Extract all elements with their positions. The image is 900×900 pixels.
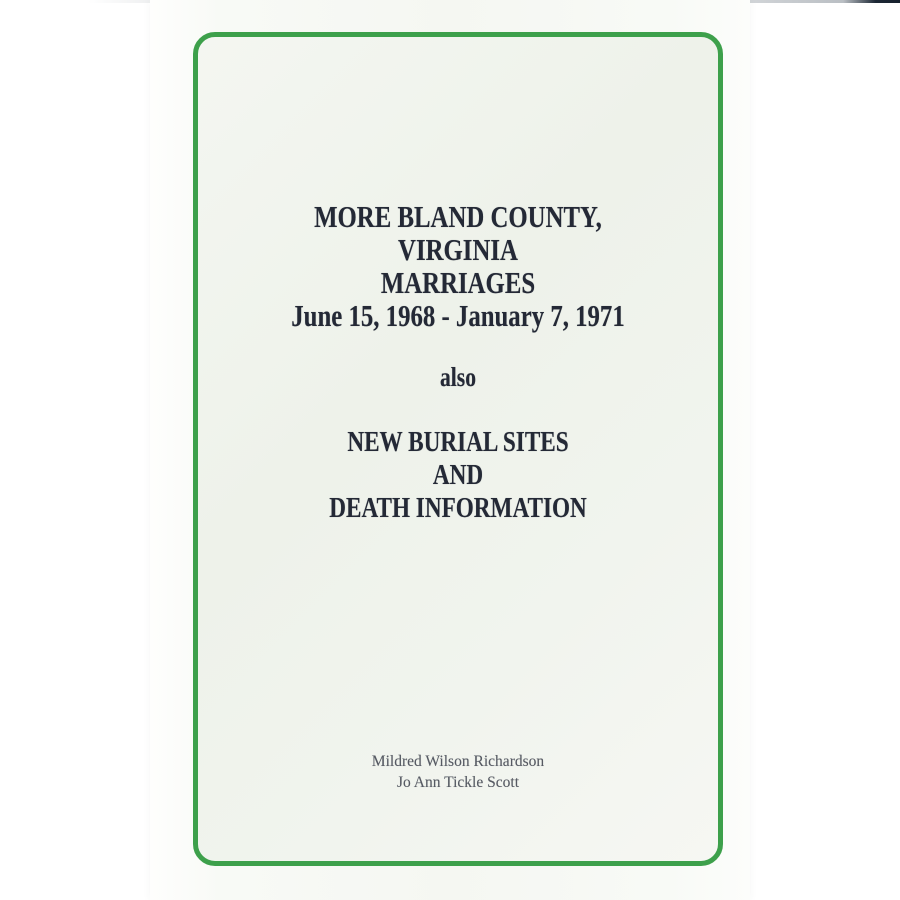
connector-word: also: [439, 362, 476, 392]
title-line-1: MORE BLAND COUNTY,: [314, 199, 602, 234]
cover-title: [250, 200, 666, 332]
title-line-4-date-range: June 15, 1968 - January 7, 1971: [291, 298, 625, 333]
cover-page: [150, 0, 750, 900]
author-line-2: Jo Ann Tickle Scott: [396, 774, 520, 791]
title-line-3: MARRIAGES: [380, 265, 536, 300]
green-border-frame: [193, 32, 723, 866]
subtitle-line-1: NEW BURIAL SITES: [347, 426, 569, 458]
author-line-1: Mildred Wilson Richardson: [371, 753, 545, 770]
author-credits: [206, 751, 710, 793]
title-line-2: VIRGINIA: [398, 232, 518, 267]
subtitle-line-2: AND: [432, 459, 484, 491]
subtitle-line-3: DEATH INFORMATION: [329, 492, 587, 524]
cover-subtitle: [250, 426, 666, 525]
